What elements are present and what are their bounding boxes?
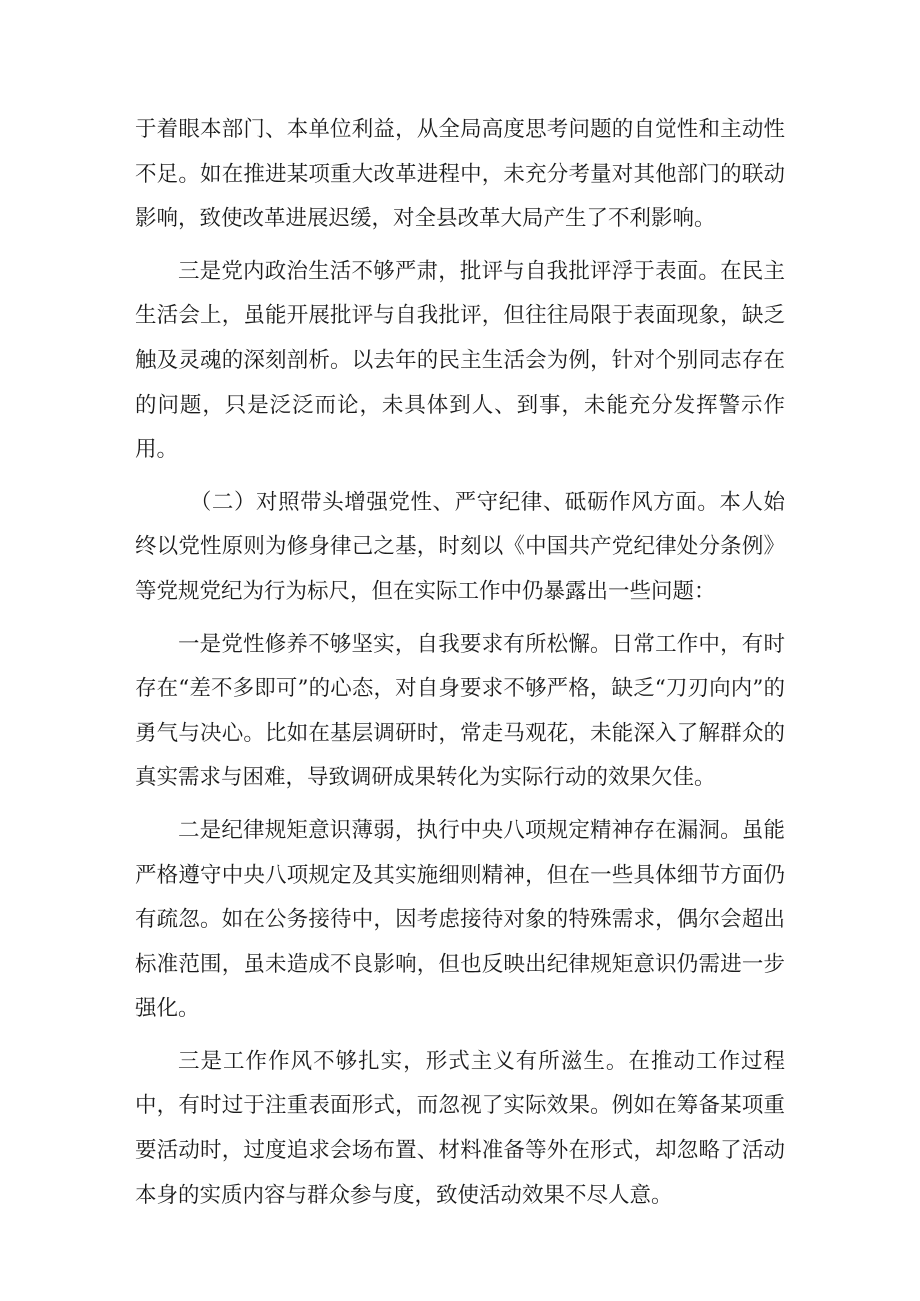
paragraph-point-three-political-life: 三是党内政治生活不够严肃，批评与自我批评浮于表面。在民主生活会上，虽能开展批评与自我批评，但往往局限于表面现象，缺乏触及灵魂的深刻剖析。以去年的民主生活会为例，针对个别同志存在的问题，只是泛泛而论，未具体到人、到事，未能充分发挥警示作用。	[135, 258, 785, 463]
paragraph-point-two-discipline: 二是纪律规矩意识薄弱，执行中央八项规定精神存在漏洞。虽能严格遵守中央八项规定及其实施细则精神，但在一些具体细节方面仍有疏忽。如在公务接待中，因考虑接待对象的特殊需求，偶尔会超出标准范围，虽未造成不良影响，但也反映出纪律规矩意识仍需进一步强化。	[135, 817, 785, 1022]
paragraph-section-two-heading: （二）对照带头增强党性、严守纪律、砥砺作风方面。本人始终以党性原则为修身律己之基，时刻以《中国共产党纪律处分条例》等党规党纪为行为标尺，但在实际工作中仍暴露出一些问题：	[135, 489, 785, 604]
paragraph-point-three-work-style: 三是工作作风不够扎实，形式主义有所滋生。在推动工作过程中，有时过于注重表面形式，而忽视了实际效果。例如在筹备某项重要活动时，过度追求会场布置、材料准备等外在形式，却忽略了活动本身的实质内容与群众参与度，致使活动效果不尽人意。	[135, 1048, 785, 1208]
paragraph-continuation: 于着眼本部门、本单位利益，从全局高度思考问题的自觉性和主动性不足。如在推进某项重大改革进程中，未充分考量对其他部门的联动影响，致使改革进展迟缓，对全县改革大局产生了不利影响。	[135, 117, 785, 232]
document-body	[135, 108, 785, 1226]
paragraph-point-one-party-spirit: 一是党性修养不够坚实，自我要求有所松懈。日常工作中，有时存在“差不多即可”的心态，对自身要求不够严格，缺乏“刀刃向内”的勇气与决心。比如在基层调研时，常走马观花，未能深入了解群众的真实需求与困难，导致调研成果转化为实际行动的效果欠佳。	[135, 631, 785, 791]
